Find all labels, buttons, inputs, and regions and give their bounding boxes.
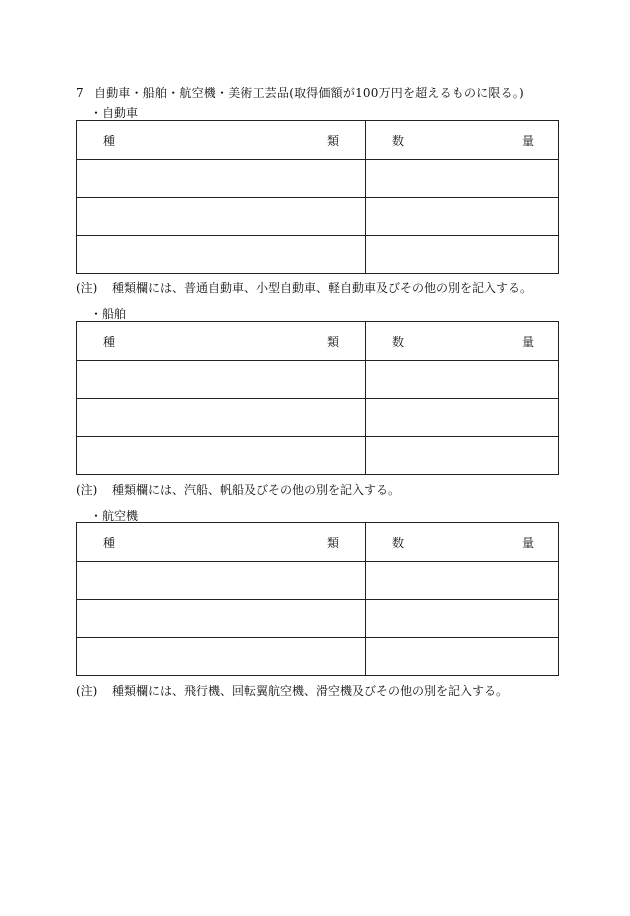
- car-table: [76, 120, 559, 274]
- aircraft-note: [76, 682, 508, 699]
- qty-cell[interactable]: [366, 437, 559, 475]
- ship-note: [76, 481, 400, 498]
- qty-cell[interactable]: [366, 600, 559, 638]
- kind-header-cell: [77, 322, 366, 361]
- qty-header-right: 量: [521, 133, 534, 148]
- qty-header-left: 数: [392, 535, 405, 550]
- subsection-label-ship: ・船舶: [90, 307, 127, 321]
- kind-header-left: 種: [103, 133, 116, 148]
- qty-cell[interactable]: [366, 361, 559, 399]
- kind-header-right: 類: [326, 535, 339, 550]
- kind-cell[interactable]: [77, 600, 366, 638]
- qty-header-left: 数: [392, 334, 405, 349]
- qty-header-right: 量: [521, 535, 534, 550]
- kind-header-cell: [77, 121, 366, 160]
- table-row: [77, 399, 559, 437]
- subsection-label-car: ・自動車: [90, 106, 139, 120]
- table-row: [77, 361, 559, 399]
- table-row: [77, 638, 559, 676]
- qty-cell[interactable]: [366, 638, 559, 676]
- note-text: 種類欄には、汽船、帆船及びその他の別を記入する。: [112, 483, 401, 497]
- qty-cell[interactable]: [366, 236, 559, 274]
- qty-cell[interactable]: [366, 198, 559, 236]
- section-number: 7: [76, 86, 84, 100]
- car-note: [76, 279, 532, 296]
- qty-header-right: 量: [521, 334, 534, 349]
- kind-header-left: 種: [103, 535, 116, 550]
- qty-header-left: 数: [392, 133, 405, 148]
- section-title: 自動車・船舶・航空機・美術工芸品(取得価額が100万円を超えるものに限る。): [94, 86, 524, 100]
- note-tag: (注): [76, 684, 98, 698]
- table-header-row: [77, 322, 559, 361]
- table-row: [77, 600, 559, 638]
- subsection-label-aircraft: ・航空機: [90, 509, 139, 523]
- table-row: [77, 562, 559, 600]
- section-heading: [76, 84, 524, 101]
- kind-cell[interactable]: [77, 399, 366, 437]
- qty-header-cell: [366, 121, 559, 160]
- kind-cell[interactable]: [77, 198, 366, 236]
- kind-header-cell: [77, 523, 366, 562]
- qty-cell[interactable]: [366, 160, 559, 198]
- aircraft-table: [76, 522, 559, 676]
- qty-header-cell: [366, 322, 559, 361]
- note-tag: (注): [76, 281, 98, 295]
- kind-header-right: 類: [326, 334, 339, 349]
- kind-header-right: 類: [326, 133, 339, 148]
- kind-header-left: 種: [103, 334, 116, 349]
- kind-cell[interactable]: [77, 361, 366, 399]
- kind-cell[interactable]: [77, 160, 366, 198]
- table-header-row: [77, 523, 559, 562]
- table-row: [77, 236, 559, 274]
- kind-cell[interactable]: [77, 562, 366, 600]
- note-text: 種類欄には、飛行機、回転翼航空機、滑空機及びその他の別を記入する。: [112, 684, 509, 698]
- table-row: [77, 198, 559, 236]
- qty-header-cell: [366, 523, 559, 562]
- kind-cell[interactable]: [77, 236, 366, 274]
- qty-cell[interactable]: [366, 399, 559, 437]
- qty-cell[interactable]: [366, 562, 559, 600]
- table-row: [77, 437, 559, 475]
- note-text: 種類欄には、普通自動車、小型自動車、軽自動車及びその他の別を記入する。: [112, 281, 533, 295]
- kind-cell[interactable]: [77, 638, 366, 676]
- kind-cell[interactable]: [77, 437, 366, 475]
- note-tag: (注): [76, 483, 98, 497]
- table-row: [77, 160, 559, 198]
- ship-table: [76, 321, 559, 475]
- table-header-row: [77, 121, 559, 160]
